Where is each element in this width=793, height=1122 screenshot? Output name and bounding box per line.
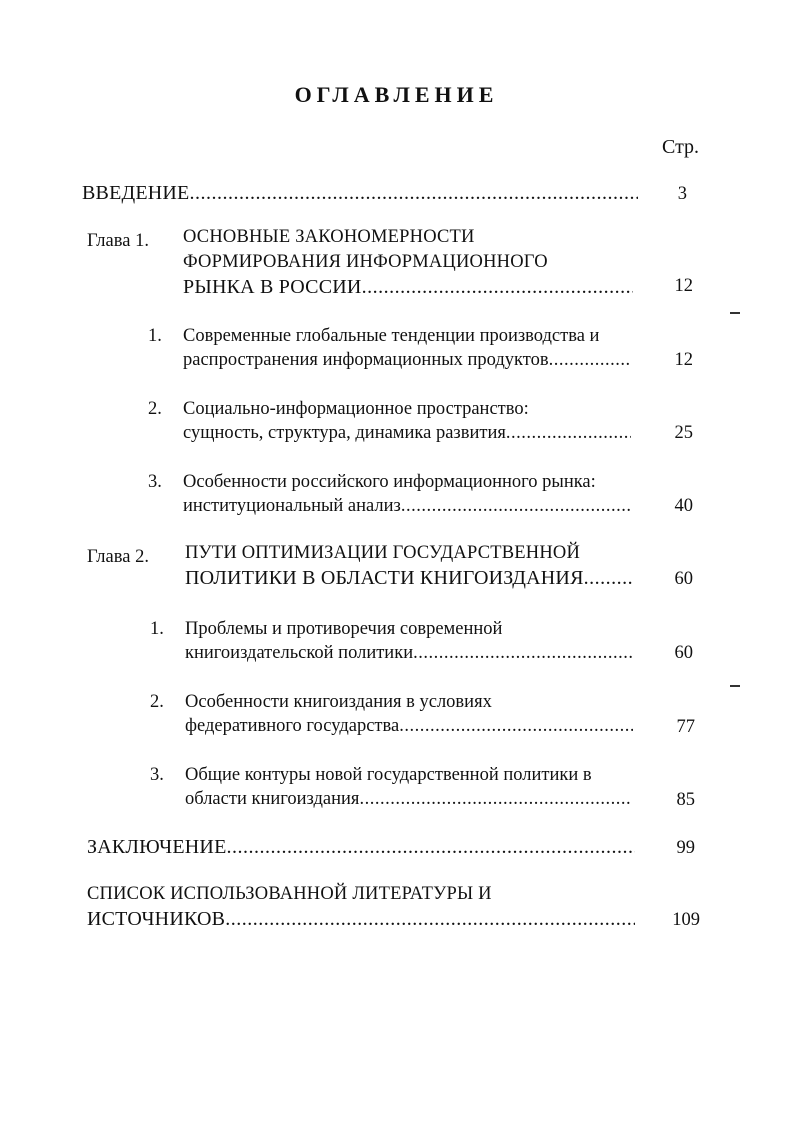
toc-page-number: 3	[677, 184, 687, 204]
section-title-line: институциональный анализ	[183, 496, 401, 516]
section-title-line: книгоиздательской политики	[185, 643, 414, 663]
toc-entry-section[interactable]	[185, 715, 633, 738]
toc-entry-section[interactable]	[185, 788, 631, 811]
toc-entry-section[interactable]	[183, 349, 631, 372]
section-title-line: распространения информационных продуктов	[183, 350, 549, 370]
toc-page-number: 12	[674, 276, 693, 296]
toc-page-number: 99	[676, 838, 695, 858]
section-title-line: Особенности книгоиздания в условиях	[185, 692, 492, 712]
toc-page-number: 25	[674, 423, 693, 443]
toc-page-number: 60	[674, 569, 693, 589]
chapter-title-line: ПОЛИТИКИ В ОБЛАСТИ КНИГОИЗДАНИЯ	[185, 567, 584, 589]
chapter-label: Глава 1.	[87, 231, 149, 251]
section-number: 1.	[150, 619, 164, 639]
toc-page-number: 109	[672, 910, 700, 930]
section-title-line: Проблемы и противоречия современной	[185, 619, 503, 639]
section-title-line: Особенности российского информационного рынка:	[183, 472, 596, 492]
section-title-line: области книгоиздания	[185, 789, 360, 809]
section-number: 1.	[148, 326, 162, 346]
section-number: 2.	[150, 692, 164, 712]
toc-page-number: 40	[674, 496, 693, 516]
chapter-title-line: ПУТИ ОПТИМИЗАЦИИ ГОСУДАРСТВЕННОЙ	[185, 543, 581, 563]
section-title-line: Общие контуры новой государственной политики в	[185, 765, 592, 785]
section-number: 3.	[150, 765, 164, 785]
toc-entry-chapter1[interactable]	[183, 276, 633, 299]
section-title-line: федеративного государства	[185, 716, 400, 736]
toc-entry-references[interactable]	[87, 908, 635, 931]
toc-entry-text: ВВЕДЕНИЕ	[82, 182, 190, 204]
toc-entry-text: ЗАКЛЮЧЕНИЕ	[87, 836, 227, 858]
page-column-label: Стр.	[662, 136, 700, 158]
section-title-line: Современные глобальные тенденции производства и	[183, 326, 600, 346]
toc-page-number: 60	[674, 643, 693, 663]
toc-entry-chapter2[interactable]	[185, 567, 633, 590]
toc-entry-conclusion[interactable]	[87, 836, 635, 859]
toc-page-number: 85	[676, 790, 695, 810]
scan-speck	[730, 312, 740, 314]
section-title-line: сущность, структура, динамика развития	[183, 423, 506, 443]
toc-entry-intro[interactable]	[82, 182, 638, 205]
chapter-title-line: ФОРМИРОВАНИЯ ИНФОРМАЦИОННОГО	[183, 252, 548, 272]
toc-page-number: 77	[676, 717, 695, 737]
toc-page-number: 12	[674, 350, 693, 370]
chapter-title-line: ОСНОВНЫЕ ЗАКОНОМЕРНОСТИ	[183, 227, 475, 247]
section-title-line: Социально-информационное пространство:	[183, 399, 529, 419]
toc-entry-section[interactable]	[185, 642, 633, 665]
page-title: ОГЛАВЛЕНИЕ	[294, 82, 499, 107]
scan-speck	[730, 685, 740, 687]
toc-entry-section[interactable]	[183, 422, 631, 445]
toc-entry-text: ИСТОЧНИКОВ	[87, 908, 226, 930]
section-number: 3.	[148, 472, 162, 492]
chapter-title-line: РЫНКА В РОССИИ	[183, 276, 362, 298]
toc-entry-text: СПИСОК ИСПОЛЬЗОВАННОЙ ЛИТЕРАТУРЫ И	[87, 884, 492, 904]
toc-entry-section[interactable]	[183, 495, 631, 518]
chapter-label: Глава 2.	[87, 547, 149, 567]
section-number: 2.	[148, 399, 162, 419]
